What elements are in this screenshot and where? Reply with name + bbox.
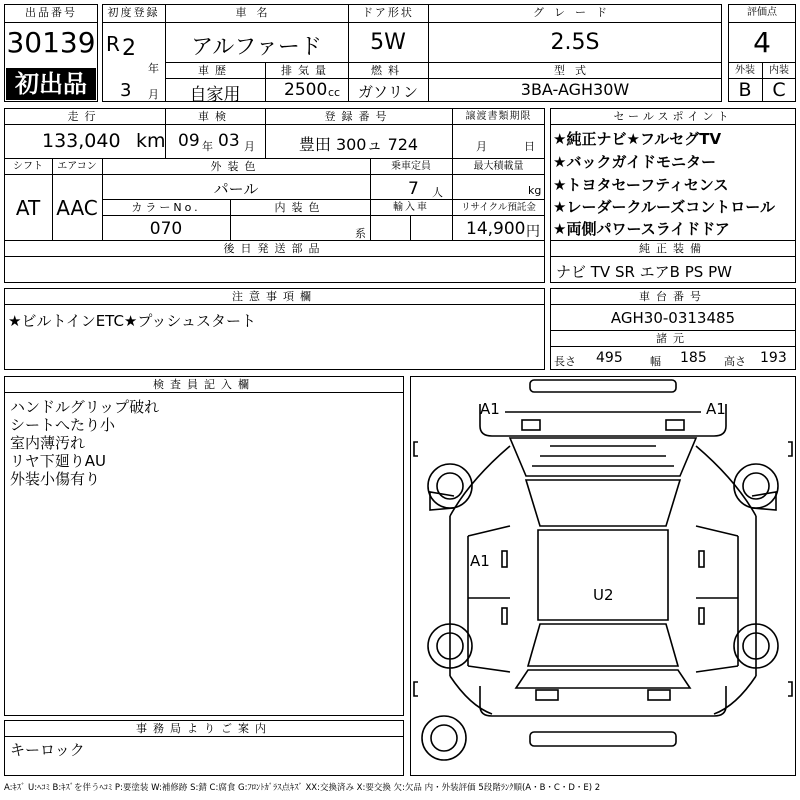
model: 3BA-AGH30W — [520, 80, 630, 99]
sales-point-4: ★レーダークルーズコントロール — [553, 198, 775, 216]
lot-number: 30139 — [6, 26, 96, 59]
lot-number-label: 出品番号 — [25, 6, 77, 19]
model-label: 型式 — [554, 64, 596, 77]
damage-mark-front-right: A1 — [706, 400, 726, 418]
equipment-label: 純正装備 — [639, 242, 707, 255]
month-unit: 月 — [148, 88, 159, 101]
sales-points-label: セールスポイント — [613, 110, 733, 123]
ac-label: エアコン — [57, 161, 97, 172]
import-label: 輸入車 — [393, 202, 429, 213]
era: R — [106, 32, 120, 56]
score: 4 — [753, 26, 771, 59]
history-label: 車歴 — [198, 64, 232, 77]
damage-mark-front-left: A1 — [480, 400, 500, 418]
equipment: ナビ TV SR エアB PS PW — [556, 263, 732, 281]
displacement: 2500 — [284, 80, 328, 100]
fuel: ガソリン — [357, 83, 418, 101]
color-no-label: カラーNo. — [131, 201, 201, 214]
length: 495 — [596, 350, 623, 366]
load-label: 最大積載量 — [473, 161, 524, 172]
sales-point-3: ★トヨタセーフティセンス — [553, 176, 729, 194]
notes-label: 注意事項欄 — [232, 290, 317, 303]
width-label: 幅 — [650, 355, 661, 368]
capacity-label: 乗車定員 — [391, 161, 431, 172]
year-unit: 年 — [148, 62, 159, 75]
sales-point-1: ★純正ナビ★フルセグTV — [553, 130, 722, 148]
ac: AAC — [56, 196, 98, 220]
reg-month: 3 — [120, 80, 132, 101]
first-reg-label: 初度登録 — [107, 6, 160, 19]
inspection-month-unit: 月 — [244, 140, 255, 153]
inspector-line-3: 室内薄汚れ — [10, 434, 86, 452]
plate-label: 登録番号 — [324, 110, 393, 123]
inspection-month: 03 — [218, 131, 240, 151]
car-diagram — [410, 376, 796, 776]
sales-point-2: ★バックガイドモニター — [553, 153, 716, 171]
grade-label: グレード — [533, 6, 617, 19]
capacity-unit: 人 — [432, 186, 443, 199]
exterior-label: 外装 — [735, 65, 755, 76]
inspection-year-unit: 年 — [202, 140, 213, 153]
height-label: 高さ — [724, 355, 746, 368]
transfer-label: 譲渡書類期限 — [465, 111, 532, 122]
car-name-label: 車名 — [235, 6, 278, 19]
color-label: 外装色 — [210, 160, 262, 173]
width: 185 — [680, 350, 707, 366]
shift: AT — [15, 196, 41, 220]
door: 5W — [370, 30, 406, 55]
legend: A:ｷｽﾞ U:ﾍｺﾐ B:ｷｽﾞを伴うﾍｺﾐ P:要塗装 W:補修跡 S:錆 C:腐食 G:ﾌﾛﾝﾄｶﾞﾗｽ点ｷｽﾞ XX:交換済み X:要交換 欠:欠品 内・外装評価 5段階ﾗﾝｸ順(A・B・C・D・E) 2 — [4, 783, 601, 793]
load-unit: kg — [528, 184, 542, 197]
inspector-line-5: 外装小傷有り — [10, 470, 101, 488]
inspector-label: 検査員記入欄 — [153, 378, 255, 391]
inspector-line-4: リヤ下廻りAU — [10, 452, 106, 470]
first-listing-badge: 初出品 — [6, 68, 96, 100]
grade: 2.5S — [550, 30, 600, 55]
mileage-label: 走行 — [67, 110, 102, 123]
sales-point-5: ★両側パワースライドドア — [553, 220, 730, 238]
fuel-label: 燃料 — [371, 64, 405, 77]
chassis-number: AGH30-0313485 — [610, 309, 736, 327]
interior-label: 内装 — [769, 65, 789, 76]
inspector-line-1: ハンドルグリップ破れ — [10, 398, 160, 416]
recycle-unit: 円 — [526, 224, 540, 240]
recycle-label: リサイクル預託金 — [461, 202, 536, 213]
reg-year: 2 — [122, 36, 136, 61]
color-no: 070 — [149, 219, 183, 239]
damage-mark-roof: U2 — [593, 586, 614, 604]
recycle: 14,900 — [466, 219, 526, 239]
color: パール — [213, 180, 259, 198]
int-color-unit: 系 — [355, 227, 366, 240]
mileage: 133,040 — [42, 130, 121, 152]
shift-label: シフト — [13, 161, 43, 172]
exterior-score: B — [738, 79, 752, 101]
length-label: 長さ — [554, 355, 576, 368]
displacement-unit: cc — [328, 86, 341, 99]
inspector-line-2: シートへたり小 — [10, 416, 116, 434]
interior-score: C — [772, 79, 786, 101]
later-parts-label: 後日発送部品 — [223, 242, 326, 255]
damage-mark-side: A1 — [470, 552, 490, 570]
chassis-label: 車台番号 — [639, 290, 707, 303]
plate: 豊田 300ュ 724 — [298, 135, 419, 154]
displacement-label: 排気量 — [281, 64, 332, 77]
inspection-year: 09 — [178, 131, 200, 151]
transfer-month-unit: 月 — [476, 140, 487, 153]
mileage-unit: km — [136, 130, 166, 152]
notes-text: ★ビルトインETC★プッシュスタート — [8, 312, 257, 330]
office-text: キーロック — [10, 741, 85, 759]
door-label: ドア形状 — [362, 6, 414, 19]
car-name: アルファード — [191, 35, 322, 60]
specs-label: 諸元 — [656, 332, 690, 345]
height: 193 — [760, 350, 787, 366]
office-label: 事務局よりご案内 — [136, 722, 272, 735]
capacity: 7 — [408, 179, 419, 199]
score-label: 評価点 — [747, 7, 777, 18]
history: 自家用 — [189, 85, 241, 105]
transfer-day-unit: 日 — [524, 140, 535, 153]
inspection-label: 車検 — [198, 110, 232, 123]
int-color-label: 内装色 — [274, 201, 326, 214]
